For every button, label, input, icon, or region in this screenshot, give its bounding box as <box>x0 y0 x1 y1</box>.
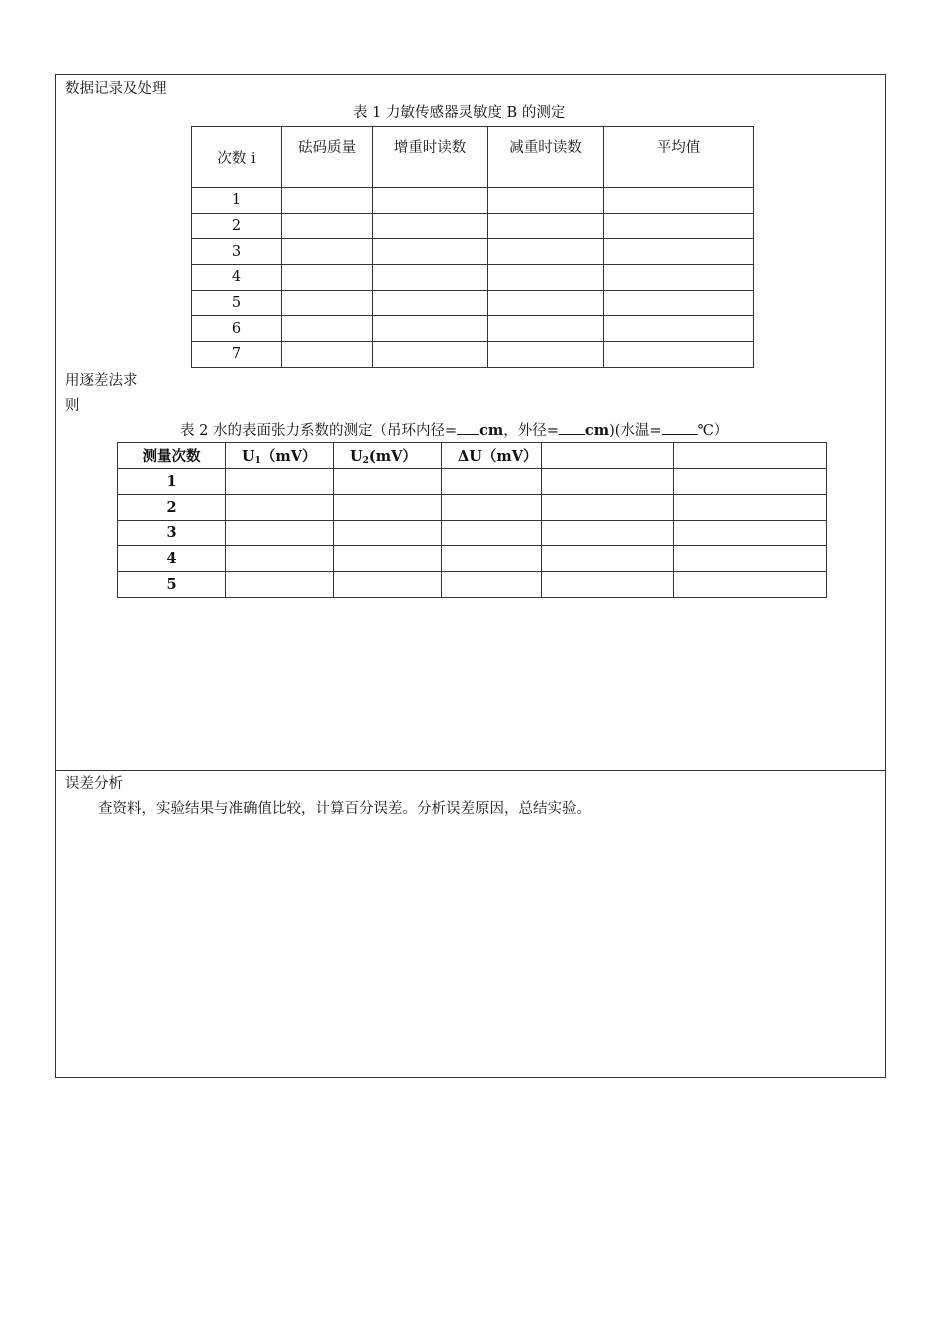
table-cell <box>604 239 754 265</box>
table2-header-u2 <box>334 443 442 469</box>
u1-symbol: U <box>242 448 255 465</box>
table-row <box>192 265 754 291</box>
table2-caption-unit3: ℃） <box>697 423 729 439</box>
table1-header-decrease-reading: 减重时读数 <box>488 127 604 188</box>
error-analysis-instructions: 查资料，实验结果与准确值比较，计算百分误差。分析误差原因，总结实验。 <box>98 801 591 817</box>
table-cell <box>674 494 827 520</box>
table-cell <box>604 213 754 239</box>
row-index: 5 <box>192 290 282 316</box>
table-row <box>192 188 754 214</box>
table-cell <box>674 572 827 598</box>
successive-difference-note: 用逐差法求 <box>65 373 138 389</box>
table-row <box>192 239 754 265</box>
u1-unit: （mV） <box>260 448 317 465</box>
table-cell <box>488 239 604 265</box>
table-cell <box>334 546 442 572</box>
table2-header-col5 <box>542 443 674 469</box>
table-cell <box>488 290 604 316</box>
table2-caption-part2: ，外径= <box>503 423 559 439</box>
row-index: 7 <box>192 342 282 368</box>
table-cell <box>226 469 334 495</box>
table-cell <box>488 188 604 214</box>
table-cell <box>488 316 604 342</box>
table-cell <box>373 213 488 239</box>
table-cell <box>674 469 827 495</box>
table-row <box>118 494 827 520</box>
table2-caption-unit2: cm <box>584 422 610 439</box>
table-cell <box>226 572 334 598</box>
table1-sensitivity <box>191 126 754 368</box>
table-cell <box>282 188 373 214</box>
row-index: 4 <box>118 546 226 572</box>
table-cell <box>488 342 604 368</box>
table-cell <box>674 520 827 546</box>
u2-subscript: 2 <box>362 456 369 466</box>
table2-caption-part1: 表 2 水的表面张力系数的测定（吊环内径= <box>180 423 458 439</box>
table1-header-average: 平均值 <box>604 127 754 188</box>
table-cell <box>282 213 373 239</box>
table-cell <box>604 342 754 368</box>
table2-caption-unit1: cm <box>479 422 504 439</box>
table-cell <box>488 213 604 239</box>
table-row <box>192 342 754 368</box>
table-cell <box>373 239 488 265</box>
table-cell <box>334 572 442 598</box>
table-cell <box>542 572 674 598</box>
then-note: 则 <box>65 398 80 414</box>
report-frame <box>55 74 886 1078</box>
table1-header-row <box>192 127 754 188</box>
table-row <box>192 213 754 239</box>
blank-inner-diameter <box>457 421 479 435</box>
table-row <box>192 316 754 342</box>
table-cell <box>282 342 373 368</box>
table-cell <box>542 546 674 572</box>
u2-unit: (mV） <box>368 448 417 465</box>
table-cell <box>442 572 542 598</box>
table2-header-row <box>118 443 827 469</box>
row-index: 2 <box>118 494 226 520</box>
table-cell <box>542 520 674 546</box>
table2-caption-part3: )(水温= <box>609 423 662 439</box>
table-cell <box>604 290 754 316</box>
table-cell <box>282 239 373 265</box>
table-cell <box>674 546 827 572</box>
table-cell <box>442 494 542 520</box>
table-cell <box>542 469 674 495</box>
table-cell <box>334 494 442 520</box>
row-index: 6 <box>192 316 282 342</box>
table-cell <box>604 188 754 214</box>
table2-header-delta-u: ΔU（mV） <box>442 443 542 469</box>
section-divider <box>56 770 885 771</box>
table2-caption <box>180 421 728 440</box>
table-row <box>118 469 827 495</box>
table-cell <box>226 546 334 572</box>
table-cell <box>226 494 334 520</box>
row-index: 4 <box>192 265 282 291</box>
table-cell <box>542 494 674 520</box>
table-cell <box>282 316 373 342</box>
table2-surface-tension <box>117 442 827 598</box>
table-cell <box>226 520 334 546</box>
table2-header-col6 <box>674 443 827 469</box>
table2-header-u1 <box>226 443 334 469</box>
table-cell <box>373 265 488 291</box>
row-index: 5 <box>118 572 226 598</box>
table1-caption: 表 1 力敏传感器灵敏度 B 的测定 <box>353 105 566 121</box>
table-row <box>192 290 754 316</box>
table2-header-count: 测量次数 <box>118 443 226 469</box>
table-cell <box>373 316 488 342</box>
table-cell <box>282 290 373 316</box>
table-cell <box>334 469 442 495</box>
table-cell <box>282 265 373 291</box>
u1-subscript: 1 <box>254 456 261 466</box>
table-cell <box>488 265 604 291</box>
row-index: 3 <box>192 239 282 265</box>
row-index: 3 <box>118 520 226 546</box>
table-cell <box>373 342 488 368</box>
table-cell <box>373 188 488 214</box>
row-index: 1 <box>118 469 226 495</box>
table1-header-mass: 砝码质量 <box>282 127 373 188</box>
table1-header-count: 次数 i <box>192 127 282 188</box>
table-row <box>118 520 827 546</box>
u2-symbol: U <box>350 448 363 465</box>
table-row <box>118 546 827 572</box>
row-index: 1 <box>192 188 282 214</box>
blank-outer-diameter <box>559 421 585 435</box>
table-row <box>118 572 827 598</box>
blank-water-temp <box>662 421 698 435</box>
table-cell <box>442 546 542 572</box>
table-cell <box>442 520 542 546</box>
section-title-error-analysis: 误差分析 <box>65 776 123 792</box>
table-cell <box>373 290 488 316</box>
row-index: 2 <box>192 213 282 239</box>
table-cell <box>334 520 442 546</box>
table-cell <box>442 469 542 495</box>
section-title-data-processing: 数据记录及处理 <box>65 81 167 97</box>
table1-header-increase-reading: 增重时读数 <box>373 127 488 188</box>
table-cell <box>604 316 754 342</box>
table-cell <box>604 265 754 291</box>
